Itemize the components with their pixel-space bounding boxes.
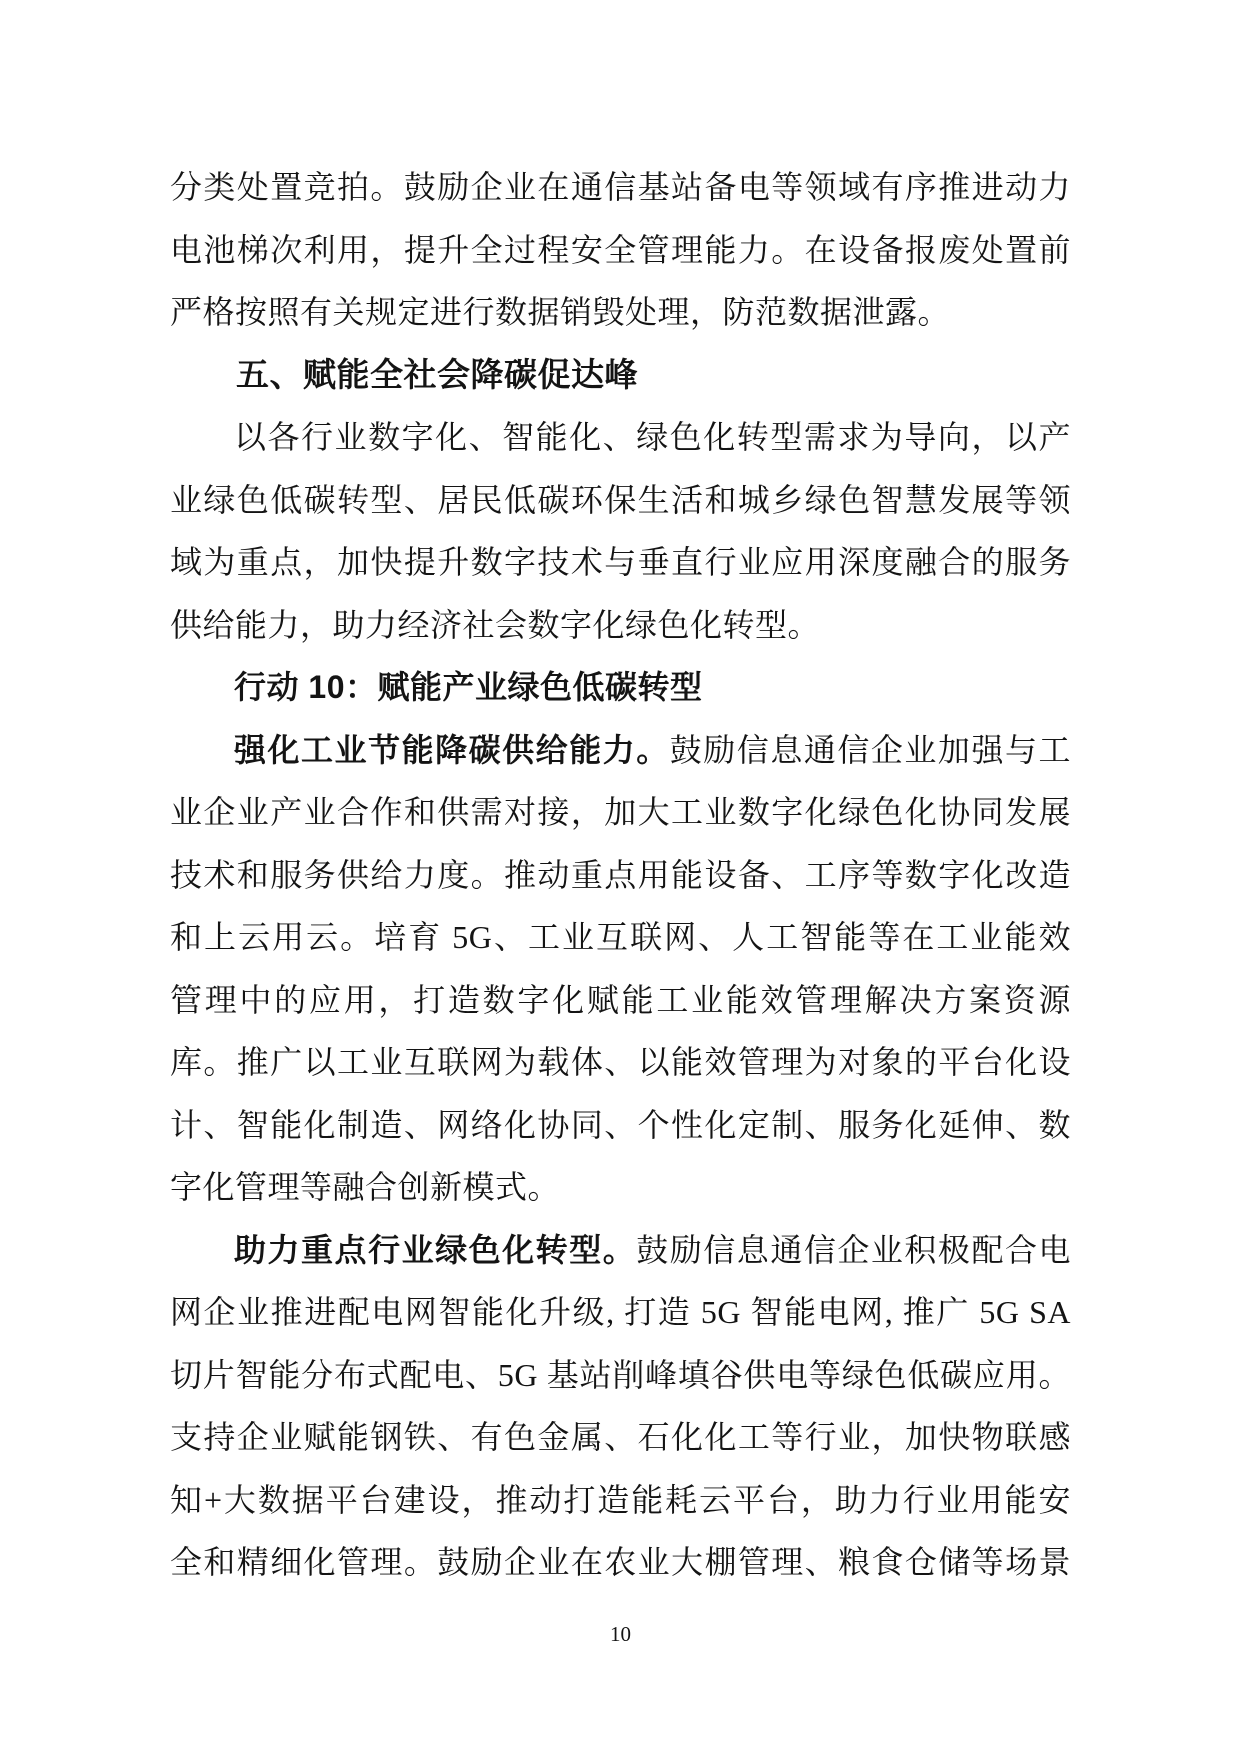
bold-run: 强化工业节能降碳供给能力。 (234, 731, 670, 768)
text-line (170, 1219, 1071, 1282)
text-run: 支持企业赋能钢铁、有色金属、石化化工等行业，加快物联感 (170, 1419, 1071, 1455)
text-run: 业绿色低碳转型、居民低碳环保生活和城乡绿色智慧发展等领 (170, 481, 1071, 518)
text-line (170, 156, 1071, 219)
text-run: 网企业推进配电网智能化升级, 打造 5G 智能电网, 推广 5G SA (170, 1294, 1071, 1330)
text-line (170, 1531, 1071, 1594)
text-line (170, 1094, 1071, 1157)
text-run: 全和精细化管理。鼓励企业在农业大棚管理、粮食仓储等场景 (170, 1544, 1071, 1580)
text-run: 域为重点，加快提升数字技术与垂直行业应用深度融合的服务 (170, 544, 1071, 580)
text-line (170, 1156, 1071, 1219)
text-line (170, 406, 1071, 469)
text-run: 鼓励信息通信企业加强与工 (669, 731, 1071, 768)
text-line (170, 469, 1071, 532)
text-line (170, 844, 1071, 907)
heading1-line (170, 344, 1071, 407)
text-run: 和上云用云。培育 5G、工业互联网、人工智能等在工业能效 (170, 919, 1071, 955)
text-run: 切片智能分布式配电、5G 基站削峰填谷供电等绿色低碳应用。 (170, 1356, 1071, 1393)
text-run: 严格按照有关规定进行数据销毁处理，防范数据泄露。 (170, 294, 951, 330)
bold-run: 助力重点行业绿色化转型。 (234, 1231, 637, 1268)
text-run: 供给能力，助力经济社会数字化绿色化转型。 (170, 606, 821, 643)
text-run: 库。推广以工业互联网为载体、以能效管理为对象的平台化设 (170, 1044, 1071, 1080)
text-run: 业企业产业合作和供需对接，加大工业数字化绿色化协同发展 (170, 794, 1071, 830)
text-line (170, 594, 1071, 657)
heading2-line (170, 656, 1071, 719)
text-run: 管理中的应用，打造数字化赋能工业能效管理解决方案资源 (170, 981, 1071, 1018)
text-line (170, 906, 1071, 969)
text-run: 分类处置竞拍。鼓励企业在通信基站备电等领域有序推进动力 (170, 169, 1071, 205)
text-run: 电池梯次利用，提升全过程安全管理能力。在设备报废处置前 (170, 231, 1071, 268)
bold-run: 行动 10：赋能产业绿色低碳转型 (234, 669, 703, 705)
text-run: 知+大数据平台建设，推动打造能耗云平台，助力行业用能安 (170, 1481, 1071, 1518)
text-run: 以各行业数字化、智能化、绿色化转型需求为导向，以产 (234, 419, 1071, 455)
text-line (170, 219, 1071, 282)
page-number: 10 (610, 1622, 631, 1646)
text-line (170, 1031, 1071, 1094)
text-line (170, 1281, 1071, 1344)
text-run: 计、智能化制造、网络化协同、个性化定制、服务化延伸、数 (170, 1106, 1071, 1143)
text-line (170, 781, 1071, 844)
bold-run: 五、赋能全社会降碳促达峰 (236, 355, 638, 393)
text-block (170, 156, 1071, 1594)
text-run: 字化管理等融合创新模式。 (170, 1169, 561, 1205)
text-line (170, 969, 1071, 1032)
text-line (170, 531, 1071, 594)
text-run: 鼓励信息通信企业积极配合电 (636, 1231, 1071, 1268)
text-run: 技术和服务供给力度。推动重点用能设备、工序等数字化改造 (170, 856, 1071, 893)
text-line (170, 1344, 1071, 1407)
text-line (170, 1406, 1071, 1469)
text-line (170, 719, 1071, 782)
text-line (170, 1469, 1071, 1532)
text-line (170, 281, 1071, 344)
